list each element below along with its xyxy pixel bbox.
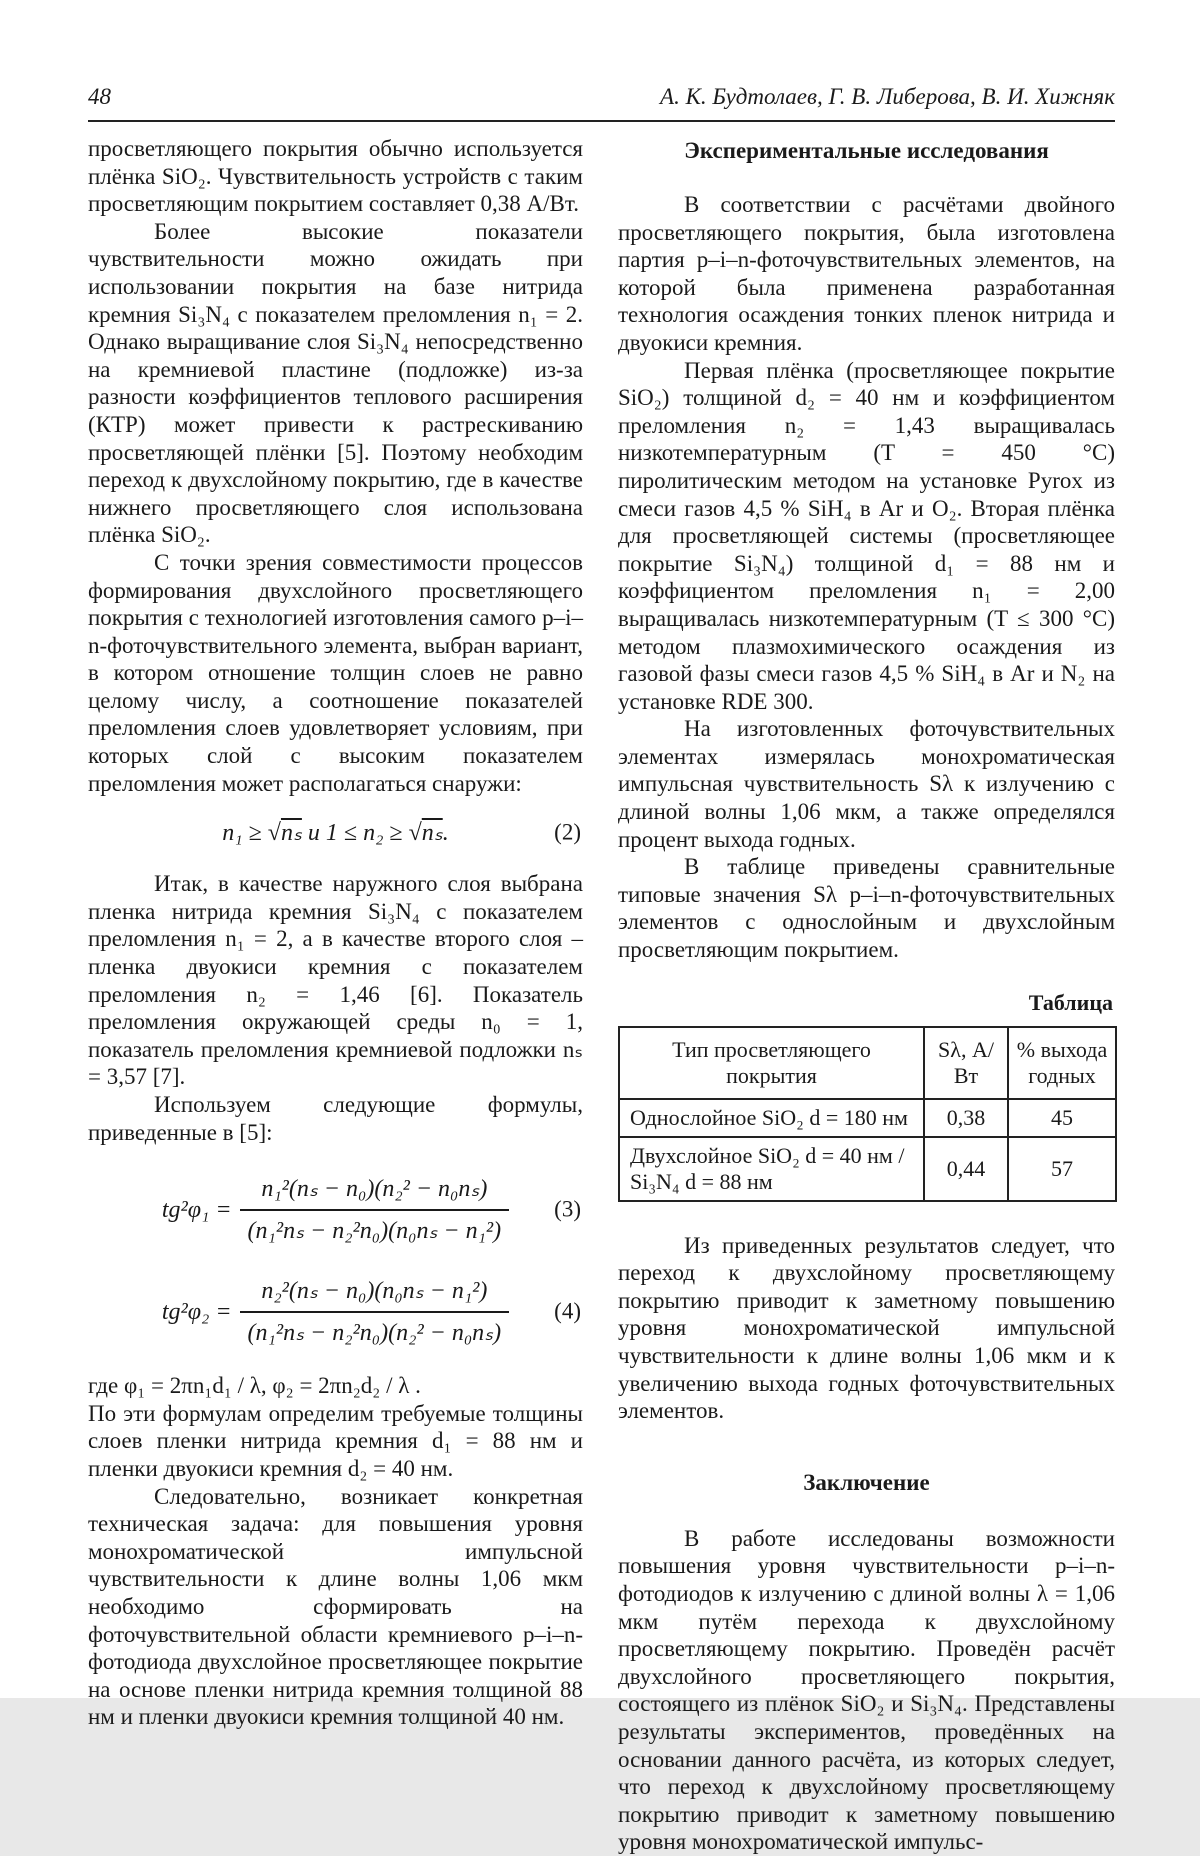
table-row (619, 1137, 1116, 1201)
fraction-numerator: n₂²(nₛ − n₀)(n₀nₛ − n₁²) (240, 1276, 510, 1313)
equation-body (162, 1174, 509, 1246)
paragraph: Из приведенных результатов следует, что переход к двухслойному просветляющему покрытию приводит к заметному повышению уровня монохроматической импульсной чувствительности к длине волны 1,06 мкм и к увеличению выхода годных фоточувствительных элементов. (618, 1232, 1115, 1424)
table-label: Таблица (1028, 989, 1113, 1015)
fraction (240, 1276, 510, 1348)
section-heading-conclusion: Заключение (803, 1469, 930, 1495)
paragraph: Более высокие показатели чувствительности можно ожидать при использовании покрытия на базе нитрида кремния Si₃N₄ с показателем преломления n₁ = 2. Однако выращивание слоя Si₃N₄ непосредственно на кремниевой пластине (подложке) из-за разности коэффициентов теплового расширения (КТР) может привести к растрескиванию просветляющей плёнки [5]. Поэтому необходим переход к двухслойному покрытию, где в качестве нижнего просветляющего слоя использована плёнка SiO₂. (88, 218, 583, 548)
left-column (88, 135, 583, 1856)
table-header-cell: Sλ, А/Вт (924, 1027, 1008, 1099)
table-header-row (619, 1027, 1116, 1099)
page-header (88, 84, 1115, 122)
paragraph: просветляющего покрытия обычно используется плёнка SiO₂. Чувствительность устройств с таким просветляющим покрытием составляет 0,38 А/Вт. (88, 136, 583, 217)
paragraph: Следовательно, возникает конкретная техническая задача: для повышения уровня монохроматической импульсной чувствительности к длине волны 1,06 мкм необходимо сформировать на фоточувствительной области кремниевого p–i–n-фотодиода двухслойное просветляющее покрытие на основе пленки нитрида кремния толщиной 88 нм и пленки двуокиси кремния толщиной 40 нм. (88, 1483, 583, 1730)
formula-text: . (442, 820, 449, 847)
table-cell: Двухслойное SiO₂ d = 40 нм / Si₃N₄ d = 88 нм (619, 1137, 924, 1201)
table-cell: 0,44 (924, 1137, 1008, 1201)
equation-number: (2) (554, 819, 581, 845)
formula-text: и 1 ≤ n₂ ≥ √ (301, 820, 422, 847)
table-header-cell: Тип просветляющего покрытия (619, 1027, 924, 1099)
equation-number: (3) (554, 1196, 581, 1222)
paragraph: Первая плёнка (просветляющее покрытие SiO₂) толщиной d₂ = 40 нм и коэффициентом преломления n₂ = 1,43 выращивалась низкотемпературным (T = 450 °С) пиролитическим методом на установке Pyrox из смеси газов 4,5 % SiH₄ в Ar и O₂. Вторая плёнка для просветляющей системы (просветляющее покрытие Si₃N₄) толщиной d₁ = 88 нм и коэффициентом преломления n₁ = 2,00 выращивалась низкотемпературным (T ≤ 300 °С) методом плазмохимического осаждения из газовой фазы смеси газов 4,5 % SiH₄ в Ar и N₂ на установке RDE 300. (618, 357, 1115, 714)
paragraph: На изготовленных фоточувствительных элементах измерялась монохроматическая импульсная чувствительность Sλ к излучению с длиной волны 1,06 мкм, а также определялся процент выхода годных. (618, 716, 1115, 852)
paragraph: С точки зрения совместимости процессов формирования двухслойного просветляющего покрытия с технологией изготовления самого p–i–n-фоточувствительного элемента, выбран вариант, в котором отношение толщин слоев не равно целому числу, а соотношение показателей преломления слоев удовлетворяет условиям, при которых слой с высоким показателем преломления может располагаться снаружи: (88, 549, 583, 796)
table-cell: 57 (1008, 1137, 1116, 1201)
paragraph: В работе исследованы возможности повышения уровня чувствительности p–i–n-фотодиодов к излучению с длиной волны λ = 1,06 мкм путём перехода к двухслойному просветляющему покрытию. Проведён расчёт двухслойного просветляющего покрытия, состоящего из плёнок SiO₂ и Si₃N₄. Представлены результаты экспериментов, проведённых на основании данного расчёта, из которых следует, что переход к двухслойному просветляющему покрытию приводит к заметному повышению уровня монохроматической импульс- (618, 1525, 1115, 1855)
table-cell: 0,38 (924, 1099, 1008, 1137)
equation-2 (88, 818, 583, 848)
running-head-authors: А. К. Будтолаев, Г. В. Либерова, В. И. Хижняк (660, 84, 1115, 109)
table-cell: Однослойное SiO₂ d = 180 нм (619, 1099, 924, 1137)
paragraph: Используем следующие формулы, приведенные в [5]: (88, 1092, 583, 1145)
table-row (619, 1099, 1116, 1137)
results-table (618, 1026, 1117, 1202)
table-cell: 45 (1008, 1099, 1116, 1137)
paragraph: где φ₁ = 2πn₁d₁ / λ, φ₂ = 2πn₂d₂ / λ . (88, 1373, 421, 1399)
fraction-numerator: n₁²(nₛ − n₀)(n₂² − n₀nₛ) (240, 1174, 510, 1211)
paragraph: По эти формулам определим требуемые толщины слоев пленки нитрида кремния d₁ = 88 нм и пленки двуокиси кремния d₂ = 40 нм. (88, 1400, 583, 1481)
radicand: nₛ (280, 820, 302, 847)
fraction-denominator: (n₁²nₛ − n₂²n₀)(n₂² − n₀nₛ) (247, 1320, 502, 1347)
table-header-cell: % выхода годных (1008, 1027, 1116, 1099)
equation-lhs: tg²φ₂ = (161, 1299, 232, 1326)
two-column-body (88, 135, 1115, 1856)
fraction (240, 1174, 510, 1246)
paragraph: В соответствии с расчётами двойного просветляющего покрытия, была изготовлена партия p–i–n-фоточувствительных элементов, на которой была применена разработанная технология осаждения тонких пленок нитрида и двуокиси кремния. (618, 192, 1115, 355)
section-heading-experimental: Экспериментальные исследования (684, 138, 1049, 163)
paragraph: В таблице приведены сравнительные типовые значения Sλ p–i–n-фоточувствительных элементов с однослойным и двухслойным просветляющим покрытием. (618, 854, 1115, 963)
paragraph: Итак, в качестве наружного слоя выбрана пленка нитрида кремния Si₃N₄ с показателем преломления n₁ = 2, а в качестве второго слоя – пленка двуокиси кремния с показателем преломления n₂ = 1,46 [6]. Показатель преломления окружающей среды n₀ = 1, показатель преломления кремниевой подложки nₛ = 3,57 [7]. (88, 871, 583, 1090)
formula-text: n₁ ≥ √ (222, 820, 281, 847)
fraction-denominator: (n₁²nₛ − n₂²n₀)(n₀nₛ − n₁²) (247, 1218, 502, 1245)
equation-body (162, 1276, 509, 1348)
page-number: 48 (88, 84, 111, 109)
equation-lhs: tg²φ₁ = (161, 1197, 232, 1224)
equation-4 (88, 1276, 583, 1348)
equation-3 (88, 1174, 583, 1246)
right-column (618, 135, 1115, 1856)
equation-number: (4) (554, 1298, 581, 1324)
equation-body (222, 818, 448, 848)
radicand: nₛ (421, 820, 443, 847)
